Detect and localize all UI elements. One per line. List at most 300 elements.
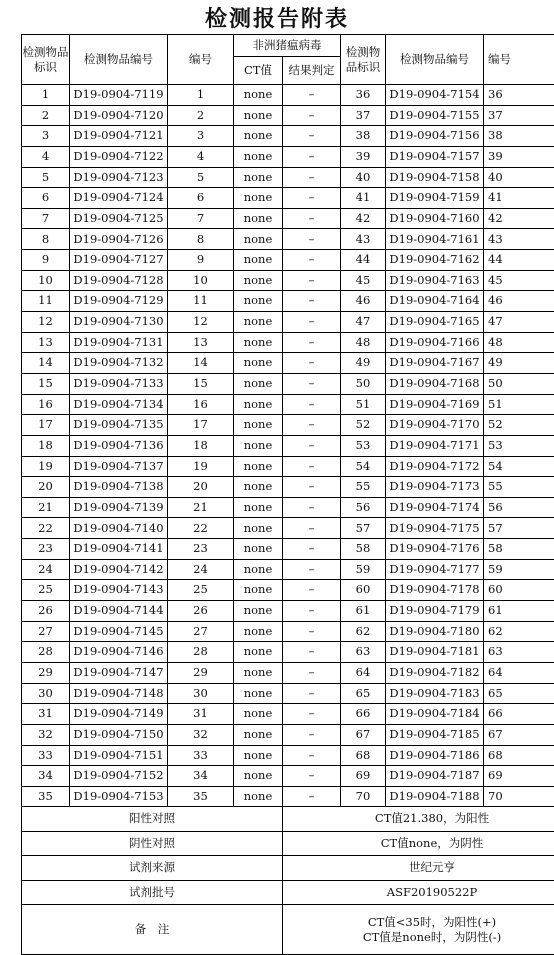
sample-code-2-cell: D19-0904-7155 xyxy=(386,105,484,126)
sample-code-cell: D19-0904-7149 xyxy=(70,704,168,725)
table-row xyxy=(22,477,554,498)
header-sample-code: 检测物品编号 xyxy=(70,35,168,85)
sample-code-2-cell: D19-0904-7174 xyxy=(386,497,484,518)
report-title: 检测报告附表 xyxy=(0,2,554,33)
ct-value-cell: none xyxy=(234,621,283,642)
number-cell: 30 xyxy=(168,683,234,704)
sample-id-2-cell: 55 xyxy=(341,477,386,498)
ct-value-cell: none xyxy=(234,394,283,415)
sample-code-2-cell: D19-0904-7160 xyxy=(386,208,484,229)
header-sample-id: 检测物品标识 xyxy=(22,35,70,85)
sample-id-2-cell: 51 xyxy=(341,394,386,415)
result-cell: – xyxy=(283,601,341,622)
table-row xyxy=(22,539,554,560)
number-2-cell: 37 xyxy=(484,105,554,126)
sample-id-cell: 22 xyxy=(22,518,70,539)
header-sample-code-2: 检测物品编号 xyxy=(386,35,484,85)
sample-code-2-cell: D19-0904-7167 xyxy=(386,353,484,374)
result-cell: – xyxy=(283,683,341,704)
sample-id-cell: 21 xyxy=(22,497,70,518)
sample-id-2-cell: 63 xyxy=(341,642,386,663)
header-number: 编号 xyxy=(168,35,234,85)
table-row xyxy=(22,291,554,312)
remark-line-2: CT值是none时，为阴性(-) xyxy=(283,930,554,945)
sample-code-2-cell: D19-0904-7187 xyxy=(386,766,484,787)
result-cell: – xyxy=(283,477,341,498)
sample-id-cell: 12 xyxy=(22,312,70,333)
sample-code-2-cell: D19-0904-7179 xyxy=(386,601,484,622)
ct-value-cell: none xyxy=(234,332,283,353)
reagent-batch-label: 试剂批号 xyxy=(22,880,283,905)
ct-value-cell: none xyxy=(234,312,283,333)
sample-id-2-cell: 50 xyxy=(341,373,386,394)
ct-value-cell: none xyxy=(234,642,283,663)
result-cell: – xyxy=(283,270,341,291)
sample-code-2-cell: D19-0904-7180 xyxy=(386,621,484,642)
result-cell: – xyxy=(283,580,341,601)
sample-id-2-cell: 49 xyxy=(341,353,386,374)
number-cell: 20 xyxy=(168,477,234,498)
result-cell: – xyxy=(283,745,341,766)
number-cell: 11 xyxy=(168,291,234,312)
number-2-cell: 50 xyxy=(484,373,554,394)
result-cell: – xyxy=(283,415,341,436)
ct-value-cell: none xyxy=(234,497,283,518)
ct-value-cell: none xyxy=(234,580,283,601)
sample-code-cell: D19-0904-7123 xyxy=(70,167,168,188)
number-cell: 22 xyxy=(168,518,234,539)
sample-id-cell: 23 xyxy=(22,539,70,560)
number-cell: 33 xyxy=(168,745,234,766)
result-cell: – xyxy=(283,394,341,415)
number-cell: 26 xyxy=(168,601,234,622)
sample-code-2-cell: D19-0904-7175 xyxy=(386,518,484,539)
number-2-cell: 49 xyxy=(484,353,554,374)
number-cell: 34 xyxy=(168,766,234,787)
table-row xyxy=(22,435,554,456)
result-cell: – xyxy=(283,85,341,106)
sample-id-2-cell: 41 xyxy=(341,188,386,209)
result-cell: – xyxy=(283,456,341,477)
ct-value-cell: none xyxy=(234,229,283,250)
number-2-cell: 51 xyxy=(484,394,554,415)
number-cell: 17 xyxy=(168,415,234,436)
number-cell: 7 xyxy=(168,208,234,229)
number-2-cell: 41 xyxy=(484,188,554,209)
positive-control-value: CT值21.380，为阳性 xyxy=(283,807,554,832)
sample-id-cell: 6 xyxy=(22,188,70,209)
number-2-cell: 64 xyxy=(484,662,554,683)
table-row xyxy=(22,497,554,518)
result-cell: – xyxy=(283,373,341,394)
sample-id-cell: 19 xyxy=(22,456,70,477)
ct-value-cell: none xyxy=(234,208,283,229)
ct-value-cell: none xyxy=(234,724,283,745)
number-2-cell: 67 xyxy=(484,724,554,745)
sample-code-cell: D19-0904-7143 xyxy=(70,580,168,601)
sample-code-cell: D19-0904-7146 xyxy=(70,642,168,663)
number-2-cell: 69 xyxy=(484,766,554,787)
result-cell: – xyxy=(283,208,341,229)
table-row xyxy=(22,250,554,271)
sample-id-2-cell: 65 xyxy=(341,683,386,704)
sample-id-2-cell: 58 xyxy=(341,539,386,560)
sample-id-cell: 2 xyxy=(22,105,70,126)
sample-id-2-cell: 56 xyxy=(341,497,386,518)
sample-code-cell: D19-0904-7142 xyxy=(70,559,168,580)
sample-code-2-cell: D19-0904-7170 xyxy=(386,415,484,436)
positive-control-label: 阳性对照 xyxy=(22,807,283,832)
sample-id-2-cell: 57 xyxy=(341,518,386,539)
sample-id-cell: 4 xyxy=(22,146,70,167)
report-table xyxy=(21,34,554,955)
sample-id-2-cell: 45 xyxy=(341,270,386,291)
number-2-cell: 38 xyxy=(484,126,554,147)
sample-code-2-cell: D19-0904-7154 xyxy=(386,85,484,106)
number-cell: 27 xyxy=(168,621,234,642)
sample-code-cell: D19-0904-7150 xyxy=(70,724,168,745)
table-row xyxy=(22,724,554,745)
number-cell: 1 xyxy=(168,85,234,106)
sample-id-cell: 3 xyxy=(22,126,70,147)
table-row xyxy=(22,601,554,622)
table-row xyxy=(22,745,554,766)
sample-code-cell: D19-0904-7140 xyxy=(70,518,168,539)
ct-value-cell: none xyxy=(234,353,283,374)
result-cell: – xyxy=(283,786,341,807)
sample-id-cell: 34 xyxy=(22,766,70,787)
header-row-1 xyxy=(22,35,554,57)
number-cell: 28 xyxy=(168,642,234,663)
table-row xyxy=(22,146,554,167)
number-2-cell: 45 xyxy=(484,270,554,291)
result-cell: – xyxy=(283,621,341,642)
sample-code-2-cell: D19-0904-7171 xyxy=(386,435,484,456)
sample-code-cell: D19-0904-7139 xyxy=(70,497,168,518)
sample-code-cell: D19-0904-7125 xyxy=(70,208,168,229)
table-row xyxy=(22,662,554,683)
result-cell: – xyxy=(283,642,341,663)
sample-code-2-cell: D19-0904-7165 xyxy=(386,312,484,333)
sample-code-cell: D19-0904-7151 xyxy=(70,745,168,766)
sample-id-cell: 18 xyxy=(22,435,70,456)
number-cell: 4 xyxy=(168,146,234,167)
table-row xyxy=(22,456,554,477)
number-cell: 18 xyxy=(168,435,234,456)
number-2-cell: 40 xyxy=(484,167,554,188)
result-cell: – xyxy=(283,518,341,539)
sample-id-cell: 5 xyxy=(22,167,70,188)
sample-id-2-cell: 61 xyxy=(341,601,386,622)
ct-value-cell: none xyxy=(234,167,283,188)
sample-id-cell: 11 xyxy=(22,291,70,312)
sample-id-cell: 15 xyxy=(22,373,70,394)
sample-code-cell: D19-0904-7135 xyxy=(70,415,168,436)
number-2-cell: 68 xyxy=(484,745,554,766)
sample-id-2-cell: 60 xyxy=(341,580,386,601)
sample-id-cell: 26 xyxy=(22,601,70,622)
sample-code-cell: D19-0904-7152 xyxy=(70,766,168,787)
sample-code-2-cell: D19-0904-7184 xyxy=(386,704,484,725)
sample-id-2-cell: 46 xyxy=(341,291,386,312)
ct-value-cell: none xyxy=(234,662,283,683)
number-cell: 13 xyxy=(168,332,234,353)
number-cell: 16 xyxy=(168,394,234,415)
number-cell: 25 xyxy=(168,580,234,601)
number-cell: 15 xyxy=(168,373,234,394)
sample-code-2-cell: D19-0904-7164 xyxy=(386,291,484,312)
sample-code-cell: D19-0904-7131 xyxy=(70,332,168,353)
sample-code-2-cell: D19-0904-7186 xyxy=(386,745,484,766)
sample-code-2-cell: D19-0904-7185 xyxy=(386,724,484,745)
sample-code-cell: D19-0904-7120 xyxy=(70,105,168,126)
sample-id-2-cell: 43 xyxy=(341,229,386,250)
table-row xyxy=(22,766,554,787)
sample-id-cell: 25 xyxy=(22,580,70,601)
number-2-cell: 55 xyxy=(484,477,554,498)
sample-code-2-cell: D19-0904-7183 xyxy=(386,683,484,704)
ct-value-cell: none xyxy=(234,477,283,498)
sample-id-cell: 14 xyxy=(22,353,70,374)
number-cell: 5 xyxy=(168,167,234,188)
sample-code-cell: D19-0904-7134 xyxy=(70,394,168,415)
ct-value-cell: none xyxy=(234,766,283,787)
sample-id-2-cell: 64 xyxy=(341,662,386,683)
number-2-cell: 39 xyxy=(484,146,554,167)
table-row xyxy=(22,559,554,580)
sample-id-2-cell: 68 xyxy=(341,745,386,766)
sample-code-cell: D19-0904-7130 xyxy=(70,312,168,333)
sample-id-2-cell: 54 xyxy=(341,456,386,477)
sample-code-cell: D19-0904-7138 xyxy=(70,477,168,498)
sample-code-2-cell: D19-0904-7157 xyxy=(386,146,484,167)
number-2-cell: 60 xyxy=(484,580,554,601)
sample-code-2-cell: D19-0904-7177 xyxy=(386,559,484,580)
ct-value-cell: none xyxy=(234,126,283,147)
positive-control-row xyxy=(22,807,554,832)
number-2-cell: 65 xyxy=(484,683,554,704)
number-2-cell: 57 xyxy=(484,518,554,539)
remark-value xyxy=(283,905,554,955)
sample-code-cell: D19-0904-7137 xyxy=(70,456,168,477)
sample-code-cell: D19-0904-7121 xyxy=(70,126,168,147)
negative-control-row xyxy=(22,831,554,856)
sample-code-2-cell: D19-0904-7161 xyxy=(386,229,484,250)
number-2-cell: 56 xyxy=(484,497,554,518)
number-cell: 14 xyxy=(168,353,234,374)
table-row xyxy=(22,621,554,642)
reagent-source-row xyxy=(22,856,554,881)
number-cell: 3 xyxy=(168,126,234,147)
table-row xyxy=(22,642,554,663)
table-row xyxy=(22,229,554,250)
remark-row xyxy=(22,905,554,955)
table-row xyxy=(22,270,554,291)
number-cell: 8 xyxy=(168,229,234,250)
number-cell: 2 xyxy=(168,105,234,126)
sample-id-cell: 35 xyxy=(22,786,70,807)
sample-code-cell: D19-0904-7124 xyxy=(70,188,168,209)
ct-value-cell: none xyxy=(234,188,283,209)
number-cell: 10 xyxy=(168,270,234,291)
header-virus: 非洲猪瘟病毒 xyxy=(234,35,341,57)
sample-code-cell: D19-0904-7128 xyxy=(70,270,168,291)
table-row xyxy=(22,373,554,394)
ct-value-cell: none xyxy=(234,456,283,477)
sample-id-2-cell: 42 xyxy=(341,208,386,229)
number-2-cell: 70 xyxy=(484,786,554,807)
sample-code-2-cell: D19-0904-7169 xyxy=(386,394,484,415)
number-2-cell: 59 xyxy=(484,559,554,580)
result-cell: – xyxy=(283,105,341,126)
sample-code-cell: D19-0904-7132 xyxy=(70,353,168,374)
result-cell: – xyxy=(283,559,341,580)
sample-id-2-cell: 44 xyxy=(341,250,386,271)
result-cell: – xyxy=(283,724,341,745)
sample-id-cell: 13 xyxy=(22,332,70,353)
sample-id-cell: 7 xyxy=(22,208,70,229)
sample-code-cell: D19-0904-7145 xyxy=(70,621,168,642)
sample-id-2-cell: 53 xyxy=(341,435,386,456)
sample-code-2-cell: D19-0904-7178 xyxy=(386,580,484,601)
sample-id-2-cell: 52 xyxy=(341,415,386,436)
table-row xyxy=(22,394,554,415)
number-cell: 9 xyxy=(168,250,234,271)
number-cell: 31 xyxy=(168,704,234,725)
table-row xyxy=(22,518,554,539)
reagent-source-label: 试剂来源 xyxy=(22,856,283,881)
sample-id-2-cell: 48 xyxy=(341,332,386,353)
reagent-source-value: 世纪元亨 xyxy=(283,856,554,881)
sample-code-cell: D19-0904-7147 xyxy=(70,662,168,683)
sample-id-cell: 30 xyxy=(22,683,70,704)
sample-code-2-cell: D19-0904-7166 xyxy=(386,332,484,353)
table-row xyxy=(22,332,554,353)
sample-id-cell: 29 xyxy=(22,662,70,683)
result-cell: – xyxy=(283,146,341,167)
table-row xyxy=(22,208,554,229)
result-cell: – xyxy=(283,332,341,353)
result-cell: – xyxy=(283,167,341,188)
sample-id-cell: 10 xyxy=(22,270,70,291)
number-2-cell: 48 xyxy=(484,332,554,353)
number-cell: 35 xyxy=(168,786,234,807)
sample-id-2-cell: 70 xyxy=(341,786,386,807)
reagent-batch-row xyxy=(22,880,554,905)
number-2-cell: 58 xyxy=(484,539,554,560)
sample-id-2-cell: 36 xyxy=(341,85,386,106)
sample-id-2-cell: 66 xyxy=(341,704,386,725)
sample-id-cell: 32 xyxy=(22,724,70,745)
sample-code-2-cell: D19-0904-7158 xyxy=(386,167,484,188)
header-number-2: 编号 xyxy=(484,35,554,85)
table-row xyxy=(22,786,554,807)
header-ct: CT值 xyxy=(234,57,283,85)
sample-code-cell: D19-0904-7153 xyxy=(70,786,168,807)
sample-id-cell: 9 xyxy=(22,250,70,271)
ct-value-cell: none xyxy=(234,601,283,622)
sample-code-cell: D19-0904-7136 xyxy=(70,435,168,456)
sample-code-2-cell: D19-0904-7172 xyxy=(386,456,484,477)
header-sample-id-2: 检测物品标识 xyxy=(341,35,386,85)
number-cell: 6 xyxy=(168,188,234,209)
sample-code-cell: D19-0904-7148 xyxy=(70,683,168,704)
number-2-cell: 42 xyxy=(484,208,554,229)
remark-label: 备 注 xyxy=(22,905,283,955)
number-2-cell: 53 xyxy=(484,435,554,456)
negative-control-label: 阴性对照 xyxy=(22,831,283,856)
sample-code-2-cell: D19-0904-7188 xyxy=(386,786,484,807)
sample-code-2-cell: D19-0904-7176 xyxy=(386,539,484,560)
sample-id-2-cell: 38 xyxy=(341,126,386,147)
table-row xyxy=(22,312,554,333)
result-cell: – xyxy=(283,539,341,560)
number-2-cell: 46 xyxy=(484,291,554,312)
sample-id-2-cell: 62 xyxy=(341,621,386,642)
number-2-cell: 44 xyxy=(484,250,554,271)
table-row xyxy=(22,683,554,704)
sample-id-cell: 28 xyxy=(22,642,70,663)
sample-id-2-cell: 69 xyxy=(341,766,386,787)
result-cell: – xyxy=(283,250,341,271)
remark-line-1: CT值<35时，为阳性(+) xyxy=(283,915,554,930)
sample-code-2-cell: D19-0904-7159 xyxy=(386,188,484,209)
sample-code-cell: D19-0904-7141 xyxy=(70,539,168,560)
sample-id-2-cell: 37 xyxy=(341,105,386,126)
ct-value-cell: none xyxy=(234,745,283,766)
table-row xyxy=(22,85,554,106)
result-cell: – xyxy=(283,435,341,456)
sample-id-cell: 16 xyxy=(22,394,70,415)
number-cell: 24 xyxy=(168,559,234,580)
sample-id-cell: 1 xyxy=(22,85,70,106)
number-2-cell: 52 xyxy=(484,415,554,436)
ct-value-cell: none xyxy=(234,291,283,312)
number-2-cell: 61 xyxy=(484,601,554,622)
ct-value-cell: none xyxy=(234,559,283,580)
sample-code-2-cell: D19-0904-7182 xyxy=(386,662,484,683)
table-row xyxy=(22,126,554,147)
number-2-cell: 63 xyxy=(484,642,554,663)
sample-id-cell: 20 xyxy=(22,477,70,498)
number-2-cell: 47 xyxy=(484,312,554,333)
result-cell: – xyxy=(283,662,341,683)
result-cell: – xyxy=(283,291,341,312)
result-cell: – xyxy=(283,497,341,518)
number-2-cell: 66 xyxy=(484,704,554,725)
number-cell: 21 xyxy=(168,497,234,518)
table-row xyxy=(22,580,554,601)
ct-value-cell: none xyxy=(234,373,283,394)
result-cell: – xyxy=(283,126,341,147)
ct-value-cell: none xyxy=(234,85,283,106)
number-2-cell: 54 xyxy=(484,456,554,477)
ct-value-cell: none xyxy=(234,704,283,725)
sample-code-cell: D19-0904-7122 xyxy=(70,146,168,167)
sample-code-cell: D19-0904-7119 xyxy=(70,85,168,106)
number-2-cell: 43 xyxy=(484,229,554,250)
sample-id-2-cell: 47 xyxy=(341,312,386,333)
sample-id-2-cell: 40 xyxy=(341,167,386,188)
number-cell: 12 xyxy=(168,312,234,333)
sample-id-cell: 27 xyxy=(22,621,70,642)
sample-id-cell: 31 xyxy=(22,704,70,725)
ct-value-cell: none xyxy=(234,250,283,271)
result-cell: – xyxy=(283,704,341,725)
number-cell: 19 xyxy=(168,456,234,477)
result-cell: – xyxy=(283,766,341,787)
result-cell: – xyxy=(283,188,341,209)
